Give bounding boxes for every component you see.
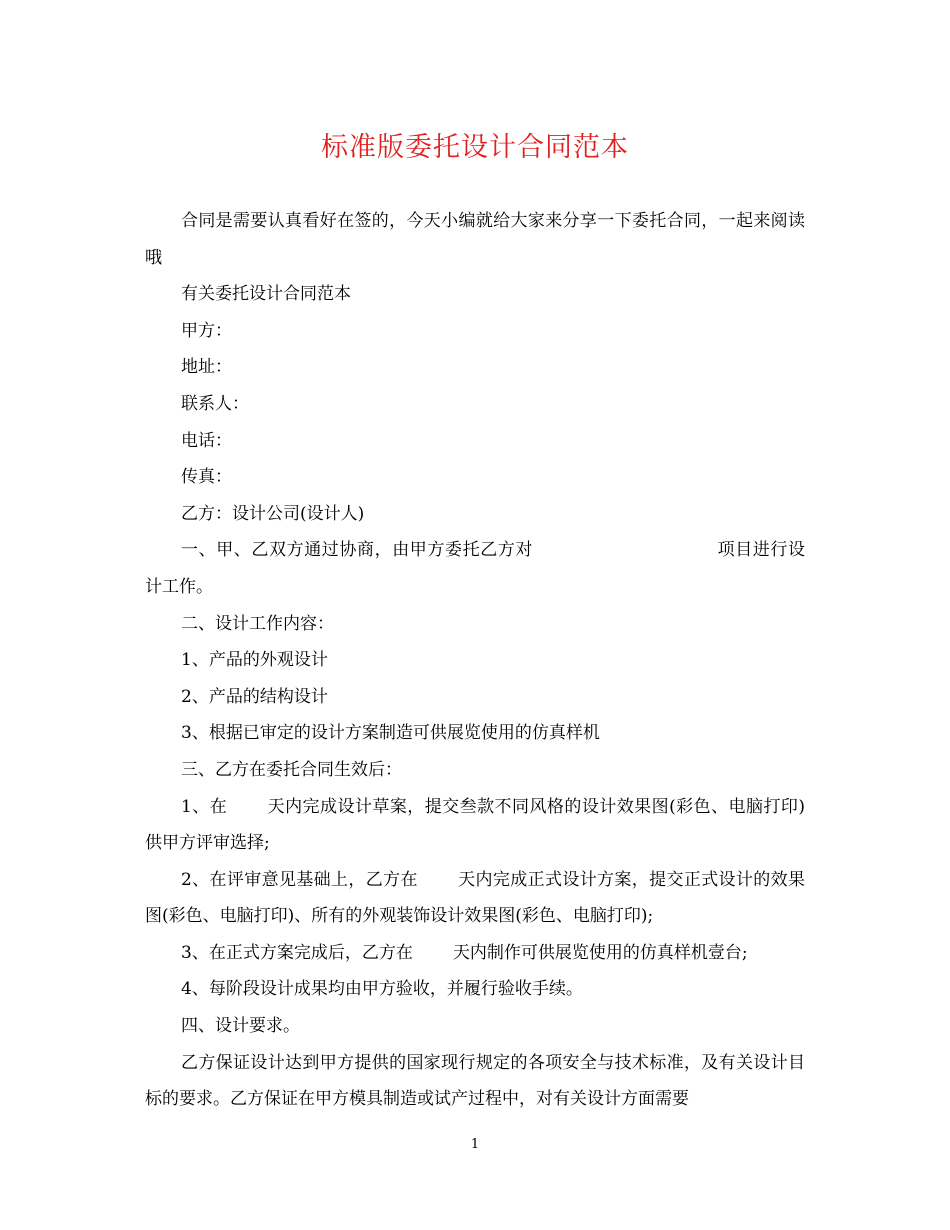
- clause-3-2-text-a: 2、在评审意见基础上，乙方在: [181, 869, 418, 890]
- clause-1-text-a: 一、甲、乙双方通过协商，由甲方委托乙方对: [181, 540, 533, 561]
- phone-field: 电话：: [181, 430, 232, 451]
- page-number: 1: [470, 1137, 480, 1152]
- intro-paragraph: 合同是需要认真看好在签的，今天小编就给大家来分享一下委托合同，一起来阅读哦: [145, 211, 805, 268]
- clause-2-title: 二、设计工作内容：: [181, 613, 334, 634]
- clause-1-text-b: 项目进行设计工作。: [145, 540, 805, 597]
- clause-3-3-text-a: 3、在正式方案完成后，乙方在: [181, 942, 413, 963]
- clause-3-item-2: [145, 862, 805, 935]
- clause-3-1-text-b: 天内完成设计草案，提交叁款不同风格的设计效果图(彩色、电脑打印)供甲方评审选择;: [145, 796, 805, 854]
- clause-2-item: 1、产品的外观设计: [181, 650, 328, 671]
- document-body: [145, 203, 805, 1118]
- clause-3-2-text-b: 天内完成正式设计方案，提交正式设计的效果图(彩色、电脑打印)、所有的外观装饰设计效果图(彩色、电脑打印);: [145, 869, 805, 927]
- contract-heading: 有关委托设计合同范本: [181, 284, 351, 305]
- clause-3-1-text-a: 1、在: [181, 796, 228, 817]
- contact-field: 联系人：: [181, 393, 249, 414]
- address-field: 地址：: [181, 357, 232, 378]
- clause-3-item-1: [145, 789, 805, 862]
- clause-4-title: 四、设计要求。: [181, 1016, 300, 1037]
- fax-field: 传真：: [181, 467, 232, 488]
- clause-1: [145, 532, 805, 605]
- clause-3-3-text-b: 天内制作可供展览使用的仿真样机壹台;: [452, 942, 748, 963]
- clause-3-item-4: 4、每阶段设计成果均由甲方验收，并履行验收手续。: [181, 979, 583, 1000]
- clause-3-title: 三、乙方在委托合同生效后：: [181, 759, 402, 780]
- clause-4-text: 乙方保证设计达到甲方提供的国家现行规定的各项安全与技术标准，及有关设计目标的要求。乙方保证在甲方模具制造或试产过程中，对有关设计方面需要: [145, 1052, 805, 1110]
- clause-2-item: 2、产品的结构设计: [181, 686, 328, 707]
- clause-2-item: 3、根据已审定的设计方案制造可供展览使用的仿真样机: [181, 723, 600, 744]
- clause-3-item-3: [145, 935, 805, 972]
- document-title: 标准版委托设计合同范本: [321, 132, 629, 163]
- party-b-field: 乙方：设计公司(设计人): [181, 503, 365, 524]
- party-a-field: 甲方：: [181, 320, 232, 341]
